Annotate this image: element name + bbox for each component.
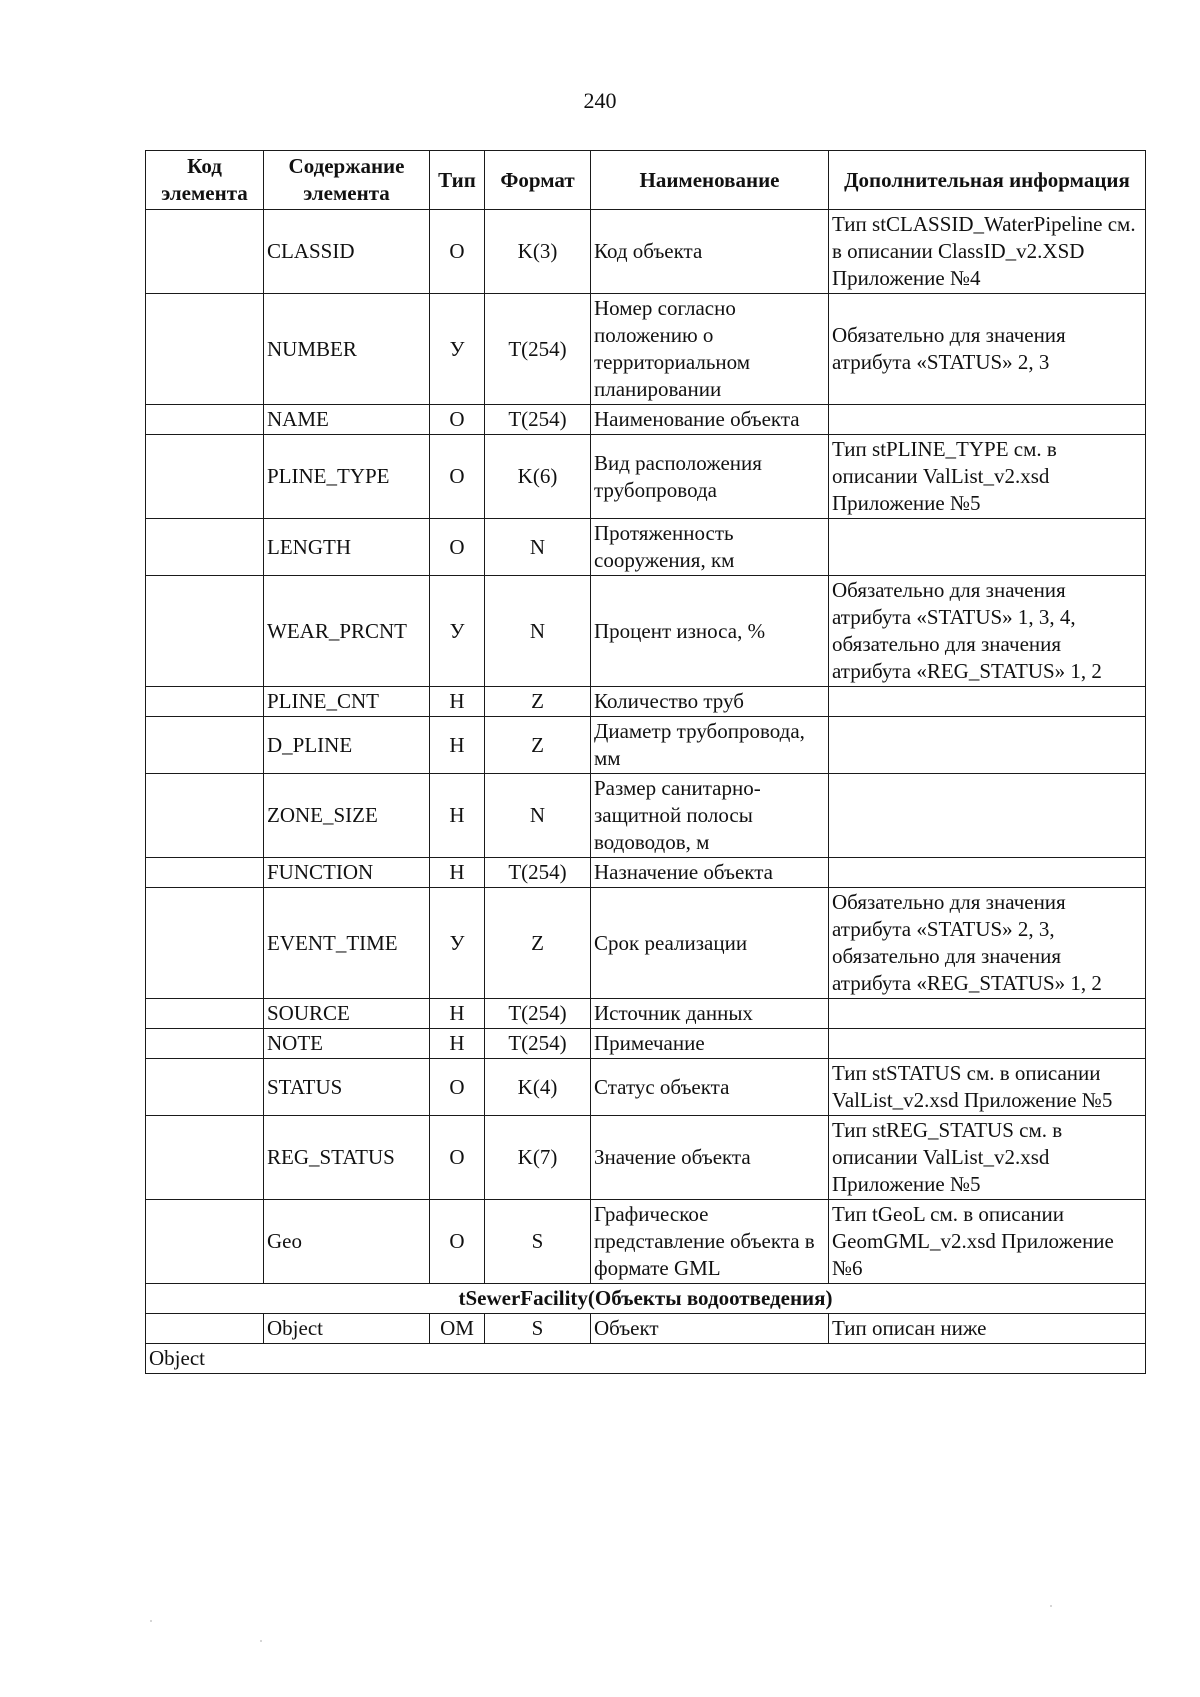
cell-name: Источник данных <box>591 999 829 1029</box>
cell-code <box>146 999 264 1029</box>
cell-type: У <box>430 888 485 999</box>
cell-name: Значение объекта <box>591 1116 829 1200</box>
cell-name: Процент износа, % <box>591 576 829 687</box>
table-body <box>146 210 1146 1284</box>
cell-format: K(6) <box>485 435 591 519</box>
table-row <box>146 858 1146 888</box>
cell-code <box>146 1029 264 1059</box>
cell-format: N <box>485 576 591 687</box>
cell-format: S <box>485 1314 591 1344</box>
cell-format: S <box>485 1200 591 1284</box>
cell-info <box>829 717 1146 774</box>
cell-info <box>829 1029 1146 1059</box>
header-name: Наименование <box>591 151 829 210</box>
cell-name: Статус объекта <box>591 1059 829 1116</box>
cell-format: K(4) <box>485 1059 591 1116</box>
cell-name: Объект <box>591 1314 829 1344</box>
cell-code <box>146 717 264 774</box>
page-number: 240 <box>583 88 617 113</box>
cell-info: Тип tGeoL см. в описании GeomGML_v2.xsd Приложение №6 <box>829 1200 1146 1284</box>
cell-name: Количество труб <box>591 687 829 717</box>
cell-content: EVENT_TIME <box>264 888 430 999</box>
table-row <box>146 1116 1146 1200</box>
cell-name: Вид расположения трубопровода <box>591 435 829 519</box>
cell-content: ZONE_SIZE <box>264 774 430 858</box>
footer-row <box>146 1344 1146 1374</box>
section-title-row <box>146 1284 1146 1314</box>
cell-code <box>146 519 264 576</box>
table-row <box>146 687 1146 717</box>
cell-info: Тип stREG_STATUS см. в описании ValList_v2.xsd Приложение №5 <box>829 1116 1146 1200</box>
cell-info: Тип stPLINE_TYPE см. в описании ValList_v2.xsd Приложение №5 <box>829 435 1146 519</box>
cell-content: PLINE_CNT <box>264 687 430 717</box>
cell-format: T(254) <box>485 999 591 1029</box>
footer-label: Object <box>146 1344 1146 1374</box>
cell-code <box>146 294 264 405</box>
cell-type: ОМ <box>430 1314 485 1344</box>
header-code: Код элемента <box>146 151 264 210</box>
cell-type: О <box>430 1059 485 1116</box>
table-row <box>146 405 1146 435</box>
cell-format: Z <box>485 888 591 999</box>
cell-code <box>146 1059 264 1116</box>
cell-type: Н <box>430 774 485 858</box>
cell-type: Н <box>430 858 485 888</box>
header-type: Тип <box>430 151 485 210</box>
table-header-row <box>146 151 1146 210</box>
cell-name: Назначение объекта <box>591 858 829 888</box>
cell-code <box>146 858 264 888</box>
table-row <box>146 1059 1146 1116</box>
cell-type: Н <box>430 1029 485 1059</box>
table-row <box>146 888 1146 999</box>
cell-format: K(3) <box>485 210 591 294</box>
cell-type: О <box>430 210 485 294</box>
cell-name: Наименование объекта <box>591 405 829 435</box>
cell-type: Н <box>430 999 485 1029</box>
cell-code <box>146 1314 264 1344</box>
cell-content: STATUS <box>264 1059 430 1116</box>
cell-info: Тип описан ниже <box>829 1314 1146 1344</box>
cell-content: FUNCTION <box>264 858 430 888</box>
section-title: tSewerFacility(Объекты водоотведения) <box>146 1284 1146 1314</box>
cell-info: Тип stSTATUS см. в описании ValList_v2.xsd Приложение №5 <box>829 1059 1146 1116</box>
section-object-row <box>146 1314 1146 1344</box>
table-row <box>146 294 1146 405</box>
cell-type: Н <box>430 687 485 717</box>
cell-format: T(254) <box>485 1029 591 1059</box>
cell-format: N <box>485 774 591 858</box>
cell-info <box>829 687 1146 717</box>
cell-info: Тип stCLASSID_WaterPipeline см. в описании ClassID_v2.XSD Приложение №4 <box>829 210 1146 294</box>
cell-content: D_PLINE <box>264 717 430 774</box>
spec-table <box>145 150 1146 1374</box>
table-row <box>146 774 1146 858</box>
table-row <box>146 1029 1146 1059</box>
cell-content: PLINE_TYPE <box>264 435 430 519</box>
cell-type: О <box>430 519 485 576</box>
cell-type: У <box>430 576 485 687</box>
header-info: Дополнительная информация <box>829 151 1146 210</box>
table-row <box>146 435 1146 519</box>
cell-code <box>146 1200 264 1284</box>
table-row <box>146 210 1146 294</box>
cell-format: K(7) <box>485 1116 591 1200</box>
scan-artifact <box>1050 1605 1052 1607</box>
cell-type: О <box>430 1200 485 1284</box>
cell-name: Код объекта <box>591 210 829 294</box>
cell-name: Графическое представление объекта в формате GML <box>591 1200 829 1284</box>
cell-code <box>146 405 264 435</box>
table-row <box>146 1200 1146 1284</box>
cell-code <box>146 210 264 294</box>
cell-name: Диаметр трубопровода, мм <box>591 717 829 774</box>
cell-code <box>146 435 264 519</box>
cell-content: Geo <box>264 1200 430 1284</box>
cell-info <box>829 519 1146 576</box>
cell-code <box>146 774 264 858</box>
cell-info <box>829 774 1146 858</box>
cell-content: CLASSID <box>264 210 430 294</box>
cell-code <box>146 687 264 717</box>
cell-content: NUMBER <box>264 294 430 405</box>
cell-type: О <box>430 405 485 435</box>
header-content: Содержание элемента <box>264 151 430 210</box>
cell-format: N <box>485 519 591 576</box>
scan-artifact <box>260 1640 262 1642</box>
cell-content: NOTE <box>264 1029 430 1059</box>
table-row <box>146 519 1146 576</box>
cell-name: Примечание <box>591 1029 829 1059</box>
cell-content: Object <box>264 1314 430 1344</box>
table-row <box>146 576 1146 687</box>
cell-info: Обязательно для значения атрибута «STATUS» 1, 3, 4, обязательно для значения атрибута «REG_STATUS» 1, 2 <box>829 576 1146 687</box>
cell-name: Срок реализации <box>591 888 829 999</box>
cell-type: Н <box>430 717 485 774</box>
cell-format: Z <box>485 687 591 717</box>
cell-info: Обязательно для значения атрибута «STATUS» 2, 3, обязательно для значения атрибута «REG_STATUS» 1, 2 <box>829 888 1146 999</box>
cell-info <box>829 858 1146 888</box>
cell-format: T(254) <box>485 858 591 888</box>
cell-content: NAME <box>264 405 430 435</box>
cell-info <box>829 405 1146 435</box>
cell-content: SOURCE <box>264 999 430 1029</box>
cell-type: О <box>430 435 485 519</box>
cell-code <box>146 888 264 999</box>
cell-content: REG_STATUS <box>264 1116 430 1200</box>
cell-info: Обязательно для значения атрибута «STATUS» 2, 3 <box>829 294 1146 405</box>
table-row <box>146 717 1146 774</box>
scan-artifact <box>150 1620 152 1622</box>
cell-type: О <box>430 1116 485 1200</box>
cell-format: Z <box>485 717 591 774</box>
cell-format: T(254) <box>485 294 591 405</box>
header-format: Формат <box>485 151 591 210</box>
cell-code <box>146 576 264 687</box>
cell-content: LENGTH <box>264 519 430 576</box>
table-row <box>146 999 1146 1029</box>
cell-name: Протяженность сооружения, км <box>591 519 829 576</box>
cell-name: Размер санитарно-защитной полосы водоводов, м <box>591 774 829 858</box>
cell-name: Номер согласно положению о территориальном планировании <box>591 294 829 405</box>
cell-type: У <box>430 294 485 405</box>
cell-code <box>146 1116 264 1200</box>
cell-content: WEAR_PRCNT <box>264 576 430 687</box>
cell-format: T(254) <box>485 405 591 435</box>
cell-info <box>829 999 1146 1029</box>
